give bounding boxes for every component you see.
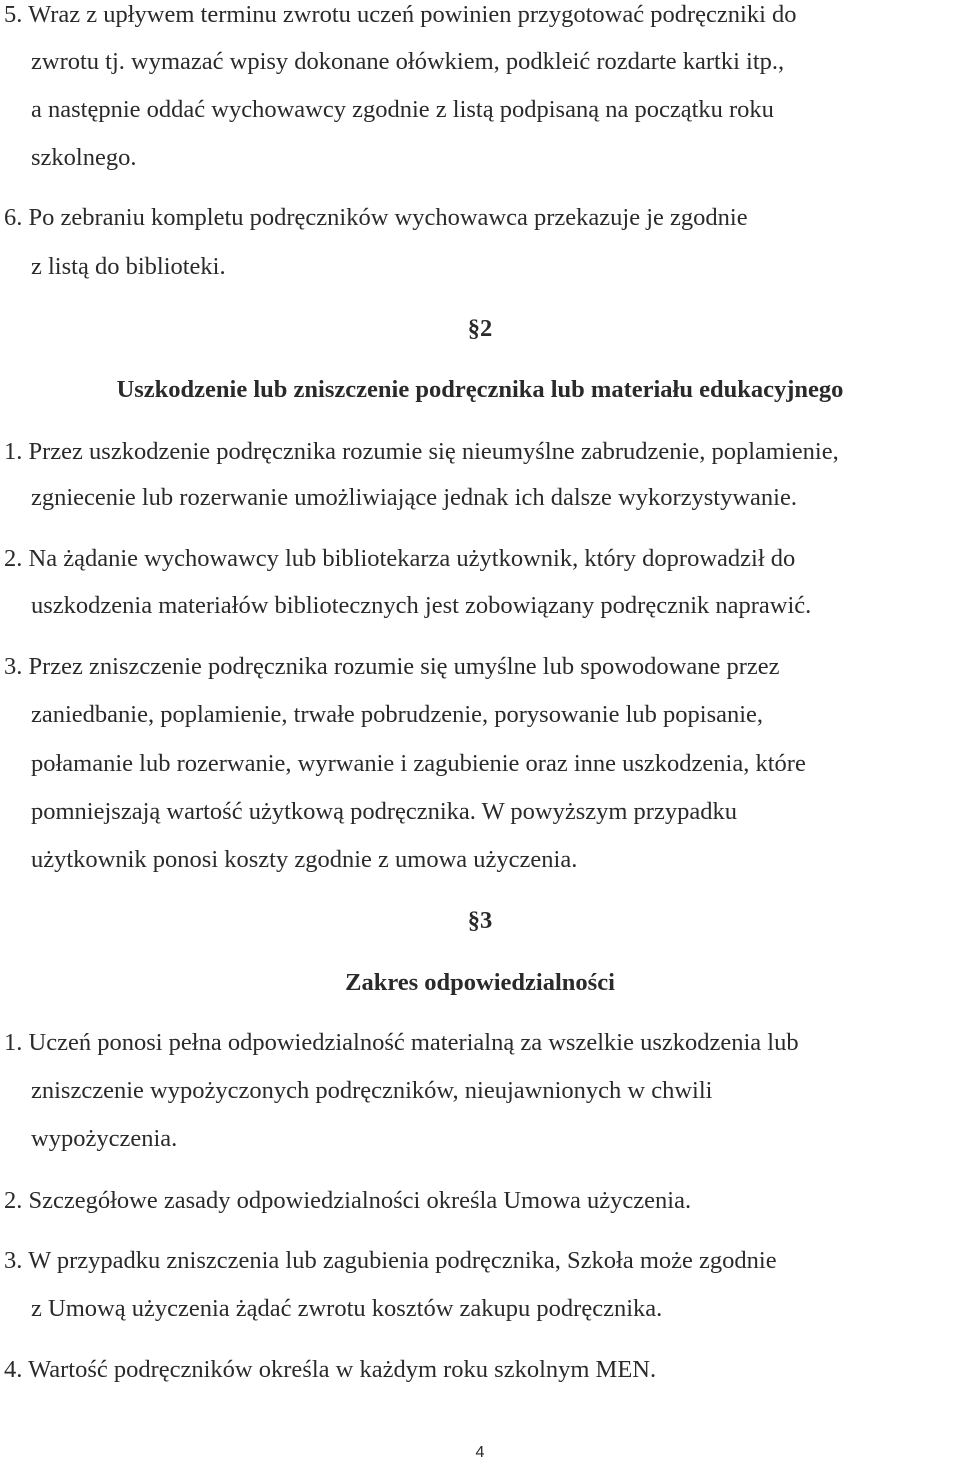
- s3-item-1-line-1: [4, 1028, 799, 1058]
- s2-item-3-line-5: użytkownik ponosi koszty zgodnie z umowa użyczenia.: [31, 846, 578, 873]
- s3-item-3-text-1: W przypadku zniszczenia lub zagubienia podręcznika, Szkoła może zgodnie: [28, 1247, 777, 1274]
- s3-item-3-number: 3.: [4, 1247, 23, 1274]
- s2-item-3-line-3: połamanie lub rozerwanie, wyrwanie i zagubienie oraz inne uszkodzenia, które: [31, 750, 806, 777]
- s3-item-4-number: 4.: [4, 1356, 23, 1383]
- s3-item-4-text-1: Wartość podręczników określa w każdym roku szkolnym MEN.: [28, 1356, 657, 1383]
- s3-item-2-line-1: [4, 1186, 691, 1216]
- item-5-text-1: Wraz z upływem terminu zwrotu uczeń powinien przygotować podręczniki do: [28, 1, 797, 28]
- s3-item-1-line-3: wypożyczenia.: [31, 1125, 178, 1152]
- s3-item-2-number: 2.: [4, 1187, 23, 1214]
- s2-item-2-text-1: Na żądanie wychowawcy lub bibliotekarza użytkownik, który doprowadził do: [28, 545, 796, 572]
- s3-item-3-line-2: z Umową użyczenia żądać zwrotu kosztów zakupu podręcznika.: [31, 1295, 663, 1322]
- s2-item-1-text-1: Przez uszkodzenie podręcznika rozumie się nieumyślne zabrudzenie, poplamienie,: [28, 438, 839, 465]
- s2-item-2-line-2: uszkodzenia materiałów bibliotecznych jest zobowiązany podręcznik naprawić.: [31, 592, 812, 619]
- section-3-symbol: §3: [467, 907, 493, 934]
- s3-item-3-line-1: [4, 1246, 777, 1276]
- s2-item-1-number: 1.: [4, 438, 23, 465]
- item-5-line-1: [4, 0, 797, 30]
- item-6-text-1: Po zebraniu kompletu podręczników wychowawca przekazuje je zgodnie: [28, 204, 748, 231]
- item-6-number: 6.: [4, 204, 23, 231]
- item-6-line-2: z listą do biblioteki.: [31, 253, 226, 280]
- s2-item-3-line-1: [4, 652, 780, 682]
- s2-item-3-text-1: Przez zniszczenie podręcznika rozumie się umyślne lub spowodowane przez: [28, 653, 780, 680]
- s2-item-1-line-2: zgniecenie lub rozerwanie umożliwiające jednak ich dalsze wykorzystywanie.: [31, 484, 797, 511]
- s3-item-4-line-1: [4, 1355, 656, 1385]
- s3-item-1-number: 1.: [4, 1029, 23, 1056]
- s3-item-1-text-1: Uczeń ponosi pełna odpowiedzialność materialną za wszelkie uszkodzenia lub: [28, 1029, 799, 1056]
- page-number: 4: [475, 1444, 485, 1461]
- section-3-title: Zakres odpowiedzialności: [345, 969, 615, 996]
- s2-item-3-number: 3.: [4, 653, 23, 680]
- item-5-line-4: szkolnego.: [31, 144, 137, 171]
- s3-item-2-text-1: Szczegółowe zasady odpowiedzialności określa Umowa użyczenia.: [28, 1187, 692, 1214]
- section-2-symbol: §2: [467, 315, 493, 342]
- s2-item-3-line-2: zaniedbanie, poplamienie, trwałe pobrudzenie, porysowanie lub popisanie,: [31, 701, 764, 728]
- item-5-number: 5.: [4, 1, 23, 28]
- s2-item-1-line-1: [4, 437, 839, 467]
- s2-item-2-line-1: [4, 544, 795, 574]
- section-2-title: Uszkodzenie lub zniszczenie podręcznika lub materiału edukacyjnego: [116, 376, 844, 403]
- s3-item-1-line-2: zniszczenie wypożyczonych podręczników, nieujawnionych w chwili: [31, 1077, 713, 1104]
- s2-item-3-line-4: pomniejszają wartość użytkową podręcznika. W powyższym przypadku: [31, 798, 737, 825]
- item-5-line-2: zwrotu tj. wymazać wpisy dokonane ołówkiem, podkleić rozdarte kartki itp.,: [31, 48, 785, 75]
- s2-item-2-number: 2.: [4, 545, 23, 572]
- item-6-line-1: [4, 203, 748, 233]
- item-5-line-3: a następnie oddać wychowawcy zgodnie z listą podpisaną na początku roku: [31, 96, 774, 123]
